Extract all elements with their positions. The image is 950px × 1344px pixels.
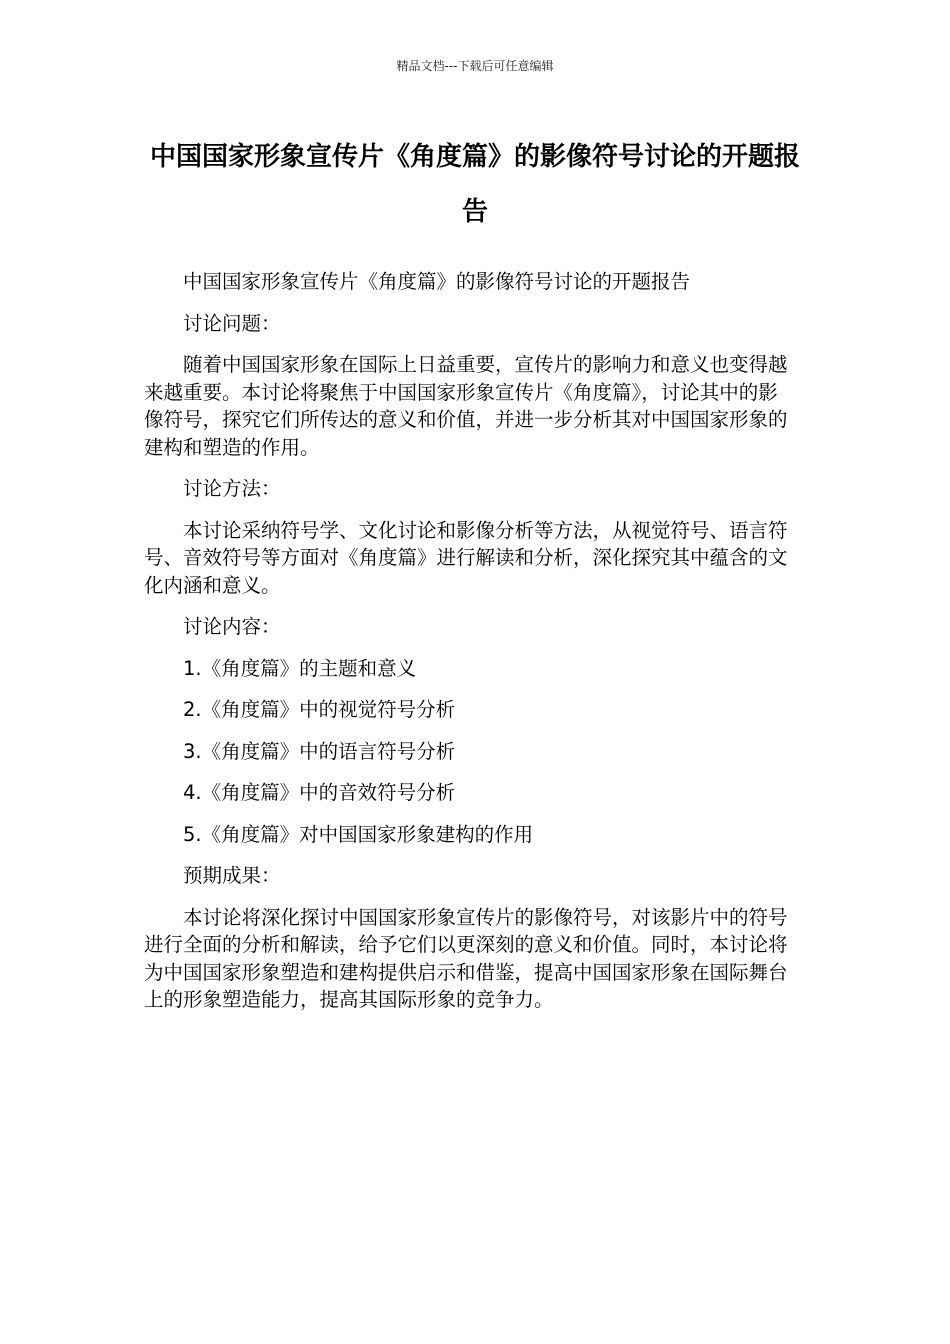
heading-research-question: 讨论问题：	[183, 311, 281, 335]
heading-research-method: 讨论方法：	[183, 477, 281, 500]
paragraph-research-question: 随着中国国家形象在国际上日益重要，宣传片的影响力和意义也变得越来越重要。本讨论将聚焦于中国国家形象宣传片《角度篇》，讨论其中的影像符号，探究它们所传达的意义和价值，并进一步分析其对中国国家形象的建构和塑造的作用。	[144, 353, 788, 459]
list-item-content-3: 3.《角度篇》中的语言符号分析	[183, 739, 456, 763]
heading-research-content: 讨论内容：	[183, 615, 281, 638]
list-item-content-2: 2.《角度篇》中的视觉符号分析	[183, 698, 456, 721]
paragraph-subtitle: 中国国家形象宣传片《角度篇》的影像符号讨论的开题报告	[183, 270, 691, 293]
list-item-content-4: 4.《角度篇》中的音效符号分析	[183, 781, 456, 804]
paragraph-research-method: 本讨论采纳符号学、文化讨论和影像分析等方法，从视觉符号、语言符号、音效符号等方面对《角度篇》进行解读和分析，深化探究其中蕴含的文化内涵和意义。	[144, 518, 788, 597]
list-item-content-5: 5.《角度篇》对中国国家形象建构的作用	[183, 822, 534, 846]
paragraph-expected-results: 本讨论将深化探讨中国国家形象宣传片的影像符号，对该影片中的符号进行全面的分析和解读，给予它们以更深刻的意义和价值。同时，本讨论将为中国国家形象塑造和建构提供启示和借鉴，提高中国国家形象在国际舞台上的形象塑造能力，提高其国际形象的竞争力。	[144, 905, 788, 1011]
document-title: 中国国家形象宣传片《角度篇》的影像符号讨论的开题报告	[149, 142, 800, 227]
document-body	[144, 268, 794, 1028]
header-note: 精品文档---下载后可任意编辑	[396, 59, 554, 73]
heading-expected-results: 预期成果：	[183, 864, 281, 887]
list-item-content-1: 1.《角度篇》的主题和意义	[183, 656, 417, 680]
